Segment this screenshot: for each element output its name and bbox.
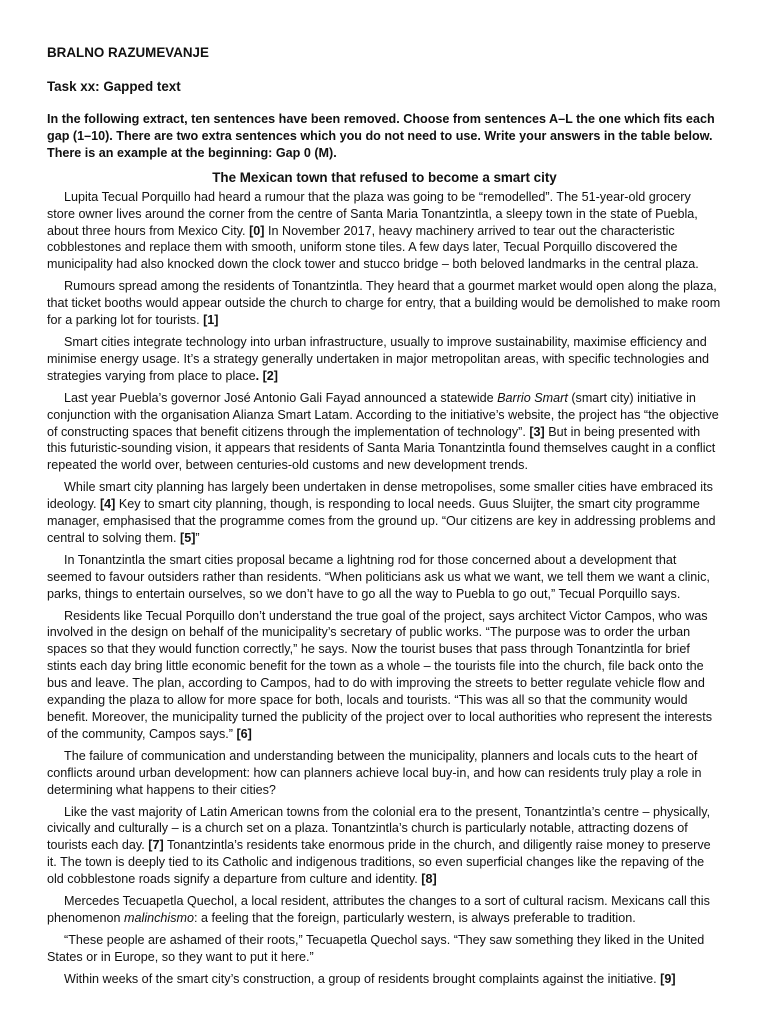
gap-marker-7: [7] xyxy=(148,838,164,853)
paragraph-9: Like the vast majority of Latin American towns from the colonial era to the present, Tonantzintla’s centre – physically, civically and culturally – is a church set on a plaza. Tonantzintla’s church is particularly notable, attracting dozens of tourists each day. [7] Tonantzintla’s residents take enormous pride in the church, and diligently raise money to preserve it. The town is deeply tied to its Catholic and indigenous traditions, so even superficial changes like the repaving of the old cobblestone roads signify a departure from culture and identity. [8] xyxy=(47,804,711,887)
paragraph-11: “These people are ashamed of their roots,” Tecuapetla Quechol says. “They saw something they liked in the United States or in Europe, so they want to put it here.” xyxy=(47,932,705,964)
gap-marker-8: [8] xyxy=(421,872,437,887)
paragraph-8: The failure of communication and understanding between the municipality, planners and locals cuts to the heart of conflicts around urban development: how can planners achieve local buy-in, and how can residents truly play a role in determining what happens to their cities? xyxy=(47,748,702,797)
malinchismo-term: malinchismo xyxy=(124,910,195,925)
paragraph-7: Residents like Tecual Porquillo don’t understand the true goal of the project, says architect Victor Campos, who was involved in the design on behalf of the municipality’s secretary of public works. “The purpose was to order the urban spaces so that they would function correctly,” he says. Now the tourist buses that pass through Tonantzintla for brief stints each day bring little economic benefit for the town as a whole – the tourists file into the church, file back onto the bus and leave. The plan, according to Campos, had to do with improving the streets to better regulate vehicle flow and expanding the plaza to allow for more space for both, locals and tourists. “This was all so that the community would benefit. Moreover, the municipality turned the publicity of the project over to local authorities who represent the interests of the community, Campos says.” [6] xyxy=(47,608,713,741)
paragraph-1: Lupita Tecual Porquillo had heard a rumour that the plaza was going to be “remodelled”. The 51-year-old grocery store owner lives around the corner from the centre of Santa Maria Tonantzintla, a sleepy town in the state of Puebla, about three hours from Mexico City. [0] In November 2017, heavy machinery arrived to tear out the characteristic cobblestones and replace them with smooth, uniform stone tiles. A few days later, Tecual Porquillo discovered the municipality had also knocked down the clock tower and stucco bridge – both beloved landmarks in the central plaza. xyxy=(47,189,699,272)
paragraph-6: In Tonantzintla the smart cities proposal became a lightning rod for those concerned about a development that seemed to favour outsiders rather than residents. “When politicians ask us what we want, we tell them we want a clinic, parks, things to entertain ourselves, so we don’t have to go all the way to Puebla to go out,” Tecual Porquillo says. xyxy=(47,552,710,601)
paragraph-2: Rumours spread among the residents of Tonantzintla. They heard that a gourmet market would open along the plaza, that ticket booths would appear outside the church to charge for entry, that a building would be demolished to make room for a parking lot for tourists. [1] xyxy=(47,279,721,328)
task-instructions: In the following extract, ten sentences have been removed. Choose from sentences A–L the one which fits each gap (1–10). There are two extra sentences which you do not need to use. Write your answers in the table below. There is an example at the beginning: Gap 0 (M). xyxy=(47,112,715,160)
gap-marker-3: [3] xyxy=(529,424,545,439)
task-title: Task xx: Gapped text xyxy=(47,79,181,94)
gap-marker-0: [0] xyxy=(249,223,265,238)
section-heading: BRALNO RAZUMEVANJE xyxy=(47,45,209,60)
gap-marker-1: [1] xyxy=(203,313,219,328)
gap-marker-5: [5] xyxy=(180,530,196,545)
gap-marker-9: [9] xyxy=(660,971,676,986)
paragraph-3: Smart cities integrate technology into urban infrastructure, usually to improve sustainability, maximise efficiency and minimise energy usage. It’s a strategy generally undertaken in major metropolitan areas, with specific technologies and strategies varying from place to place. [2] xyxy=(47,334,709,383)
gap-marker-6: [6] xyxy=(236,726,252,741)
paragraph-4: Last year Puebla’s governor José Antonio Gali Fayad announced a statewide Barrio Smart (smart city) initiative in conjunction with the organisation Alianza Smart Latam. According to the initiative’s website, the project has “the objective of constructing spaces that benefit citizens through the implementation of technology”. [3] But in being presented with this futuristic-sounding vision, it appears that residents of Santa Maria Tonantzintla found themselves caught in a conflict repeated the world over, between centuries-old customs and new development trends. xyxy=(47,390,719,473)
article-title: The Mexican town that refused to become a smart city xyxy=(212,169,557,185)
paragraph-12: Within weeks of the smart city’s construction, a group of residents brought complaints against the initiative. [9] xyxy=(64,971,676,986)
paragraph-10: Mercedes Tecuapetla Quechol, a local resident, attributes the changes to a sort of cultural racism. Mexicans call this phenomenon malinchismo: a feeling that the foreign, particularly western, is always preferable to tradition. xyxy=(47,894,710,925)
paragraph-5: While smart city planning has largely been undertaken in dense metropolises, some smaller cities have embraced its ideology. [4] Key to smart city planning, though, is responding to local needs. Guus Sluijter, the smart city programme manager, emphasised that the programme comes from the ground up. “Our citizens are key in addressing problems and central to solving them. [5]” xyxy=(47,480,716,545)
gap-marker-2: [2] xyxy=(262,368,279,383)
gap-marker-4: [4] xyxy=(99,497,116,512)
barrio-smart-term: Barrio Smart xyxy=(497,390,568,405)
